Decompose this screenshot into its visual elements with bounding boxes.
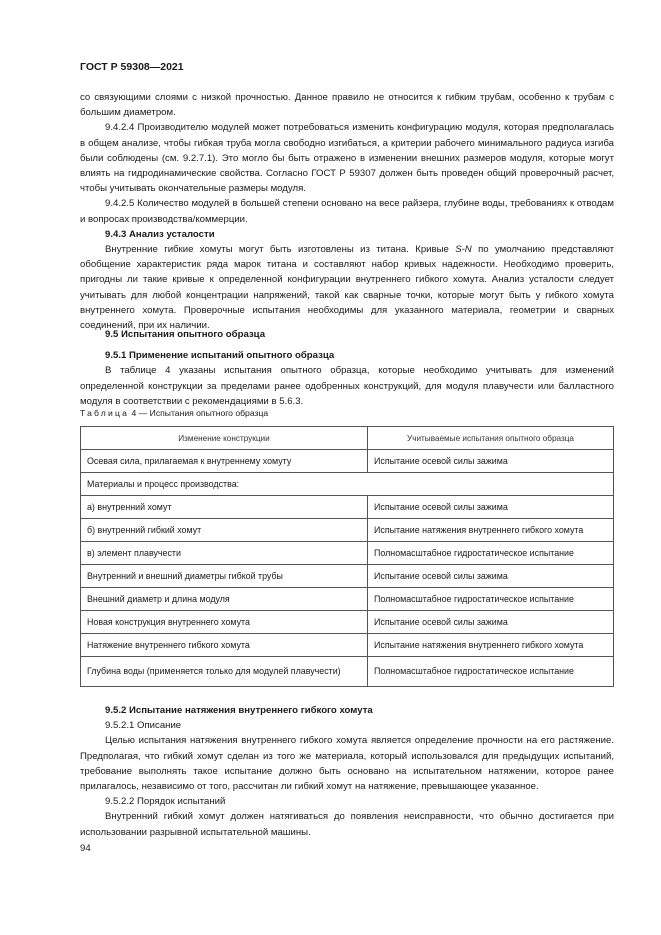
fatigue-text-part2: по умолчанию представляют обобщение характеристик ряда марок титана и составляют набор кривых надежности. Необходимо проверить, пригодны ли такие кривые к определенной конфигурации внутреннего гибкого хомута. Анализ усталости следует учитывать для любой концентрации напряжений, такой как сварные точки, которые могут быть у гибкого хомута внутреннего хомута. Проверочные испытания необходимы для указанного материала, геометрии и сварных соединений, при их наличии. [80, 244, 614, 332]
prototype-tests-table [80, 426, 614, 687]
table-cell-design-change: в) элемент плавучести [81, 542, 368, 565]
table-row [81, 588, 614, 611]
table-row [81, 519, 614, 542]
paragraph-description: Целью испытания натяжения внутреннего гибкого хомута является определение прочности на его растяжение. Предполагая, что гибкий хомут сделан из того же материала, который использовался для предыдущих испытаний, требование выполнять такое испытание должно быть основано на испытательном натяжении, которое ранее прилагалось, независимо от того, рассчитан ли гибкий хомут на натяжение, превышающее указанное. [80, 735, 614, 793]
heading-9-4-3: 9.4.3 Анализ усталости [105, 228, 215, 240]
table-cell-test: Испытание натяжения внутреннего гибкого хомута [368, 634, 614, 657]
table-cell-design-change: Материалы и процесс производства: [81, 473, 614, 496]
table-row [81, 542, 614, 565]
section-fatigue-block [80, 90, 614, 333]
table-cell-test: Полномасштабное гидростатическое испытание [368, 588, 614, 611]
paragraph-9-5-1: В таблице 4 указаны испытания опытного образца, которые необходимо учитывать для изменений определенной конструкции за пределами ранее одобренных конструкций, для модуля плавучести или балластного модуля в соответствии с рекомендациями в 5.6.3. [80, 365, 614, 407]
table-cell-test: Полномасштабное гидростатическое испытание [368, 542, 614, 565]
table-caption-word: Таблица [80, 408, 130, 418]
section-tension-test-block [80, 703, 614, 840]
table-cell-test: Испытание осевой силы зажима [368, 565, 614, 588]
paragraph-fatigue-analysis [80, 242, 614, 333]
table-cell-test: Полномасштабное гидростатическое испытание [368, 657, 614, 687]
table-cell-test: Испытание осевой силы зажима [368, 450, 614, 473]
column-header-design-change: Изменение конструкции [81, 427, 368, 450]
heading-9-5-2-2: 9.5.2.2 Порядок испытаний [105, 796, 226, 808]
table-cell-design-change: Внешний диаметр и длина модуля [81, 588, 368, 611]
paragraph-test-procedure: Внутренний гибкий хомут должен натягиваться до появления неисправности, что обычно достигается при использовании разрывной испытательной машины. [80, 811, 614, 838]
table-row [81, 611, 614, 634]
sn-curve-term: S-N [455, 244, 472, 256]
paragraph-9-4-2-4: 9.4.2.4 Производителю модулей может потребоваться изменить конфигурацию модуля, которая предполагалась в общем анализе, чтобы гибкая труба могла свободно изгибаться, а критерии рабочего минимального радиуса изгиба были соблюдены (см. 9.2.7.1). Это могло бы быть отражено в изменении внешних размеров модуля, которые могут влиять на гидродинамические свойства. Согласно ГОСТ Р 59307 должен быть проведен общий проверочный расчет, чтобы учитывать окончательные размеры модуля. [80, 122, 614, 195]
table-row [81, 496, 614, 519]
table-cell-test: Испытание осевой силы зажима [368, 496, 614, 519]
table-cell-design-change: Осевая сила, прилагаемая к внутреннему хомуту [81, 450, 368, 473]
fatigue-text-part1: Внутренние гибкие хомуты могут быть изготовлены из титана. Кривые [105, 244, 456, 256]
paragraph-9-4-2-5: 9.4.2.5 Количество модулей в большей степени основано на весе райзера, глубине воды, требованиях к отводам и вопросах производства/коммерции. [80, 198, 614, 225]
table-cell-design-change: б) внутренний гибкий хомут [81, 519, 368, 542]
table-cell-design-change: Новая конструкция внутреннего хомута [81, 611, 368, 634]
table-row [81, 473, 614, 496]
table-row [81, 450, 614, 473]
table-cell-design-change: Глубина воды (применяется только для модулей плавучести) [81, 657, 368, 687]
table-cell-design-change: Натяжение внутреннего гибкого хомута [81, 634, 368, 657]
paragraph-continued: со связующими слоями с низкой прочностью. Данное правило не относится к гибким трубам, особенно к трубам с большим диаметром. [80, 92, 614, 119]
table-cell-design-change: а) внутренний хомут [81, 496, 368, 519]
table-caption [80, 408, 268, 418]
table-caption-title: 4 — Испытания опытного образца [129, 408, 269, 418]
heading-9-5: 9.5 Испытания опытного образца [105, 329, 266, 340]
table-row [81, 634, 614, 657]
document-code-header: ГОСТ Р 59308—2021 [80, 61, 184, 73]
section-prototype-tests-block [80, 327, 614, 409]
heading-9-5-1: 9.5.1 Применение испытаний опытного образца [105, 350, 335, 362]
table-cell-test: Испытание осевой силы зажима [368, 611, 614, 634]
table-header-row [81, 427, 614, 450]
table-row [81, 565, 614, 588]
heading-9-5-2-1: 9.5.2.1 Описание [105, 720, 182, 732]
table-cell-test: Испытание натяжения внутреннего гибкого хомута [368, 519, 614, 542]
table-cell-design-change: Внутренний и внешний диаметры гибкой трубы [81, 565, 368, 588]
table-row [81, 657, 614, 687]
column-header-tests: Учитываемые испытания опытного образца [368, 427, 614, 450]
page-number: 94 [80, 843, 91, 854]
heading-9-5-2: 9.5.2 Испытание натяжения внутреннего гибкого хомута [105, 705, 373, 716]
